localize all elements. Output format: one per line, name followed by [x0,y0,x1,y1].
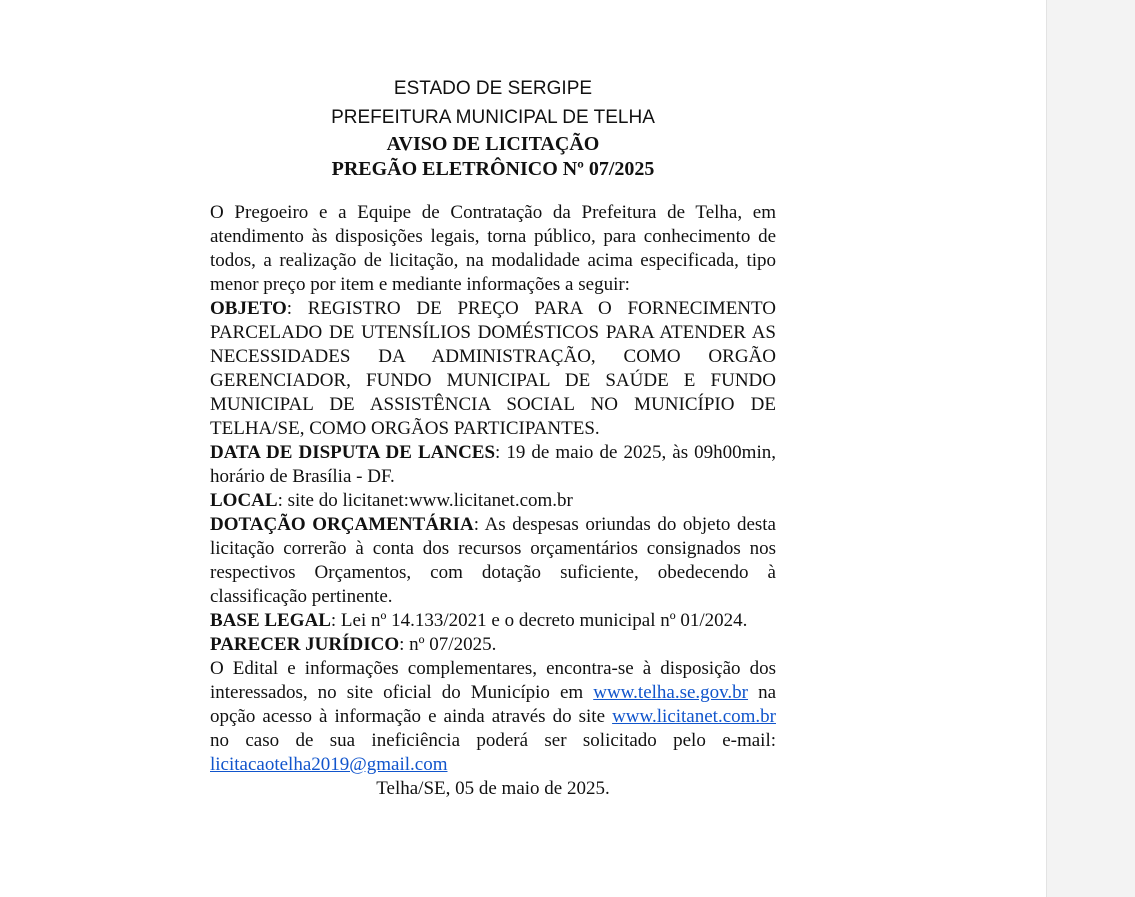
local-paragraph [210,489,776,513]
edital-text-2: na opção acesso à informação e ainda através do site [210,682,776,727]
data-disputa-label: DATA DE DISPUTA DE LANCES [210,442,496,463]
dotacao-label: DOTAÇÃO ORÇAMENTÁRIA [210,514,474,535]
local-label: LOCAL [210,490,278,511]
edital-text-1: O Edital e informações complementares, encontra-se à disposição dos interessados, no site oficial do Município em [210,658,776,703]
base-legal-text: : Lei nº 14.133/2021 e o decreto municipal nº 01/2024. [330,610,748,631]
parecer-label: PARECER JURÍDICO [210,634,400,655]
intro-paragraph: O Pregoeiro e a Equipe de Contratação da Prefeitura de Telha, em atendimento às disposições legais, torna público, para conhecimento de todos, a realização de licitação, na modalidade acima especificada, tipo menor preço por item e mediante informações a seguir: [210,202,776,295]
parecer-paragraph [210,633,776,657]
header-pregao: PREGÃO ELETRÔNICO Nº 07/2025 [331,158,655,180]
data-disputa-paragraph [210,441,776,489]
edital-text-3: no caso de sua ineficiência poderá ser solicitado pelo e-mail: [210,730,776,751]
dotacao-paragraph [210,513,776,609]
objeto-text: : REGISTRO DE PREÇO PARA O FORNECIMENTO PARCELADO DE UTENSÍLIOS DOMÉSTICOS PARA ATENDER AS NECESSIDADES DA ADMINISTRAÇÃO, COMO ORGÃO GERENCIADOR, FUNDO MUNICIPAL DE SAÚDE E FUNDO MUNICIPAL DE ASSISTÊNCIA SOCIAL NO MUNICÍPIO DE TELHA/SE, COMO ORGÃOS PARTICIPANTES. [210,298,776,439]
document-header [210,74,776,182]
objeto-paragraph [210,297,776,441]
edital-paragraph [210,657,776,777]
data-disputa-text: : 19 de maio de 2025, às 09h00min, horário de Brasília - DF. [210,442,776,487]
objeto-label: OBJETO [210,298,287,319]
closing-date: Telha/SE, 05 de maio de 2025. [376,778,610,799]
telha-site-link[interactable]: www.telha.se.gov.br [593,682,749,703]
header-prefeitura: PREFEITURA MUNICIPAL DE TELHA [331,107,655,128]
dotacao-text: : As despesas oriundas do objeto desta licitação correrão à conta dos recursos orçamentários consignados nos respectivos Orçamentos, com dotação suficiente, obedecendo à classificação pertinente. [210,514,776,607]
header-aviso: AVISO DE LICITAÇÃO [386,133,600,155]
parecer-text: : nº 07/2025. [399,634,497,655]
header-state: ESTADO DE SERGIPE [393,78,593,99]
base-legal-paragraph [210,609,776,633]
side-panel [1046,0,1135,897]
base-legal-label: BASE LEGAL [210,610,331,631]
email-link[interactable]: licitacaotelha2019@gmail.com [210,754,448,775]
licitanet-site-link[interactable]: www.licitanet.com.br [612,706,776,727]
document-body [210,201,776,801]
local-text: : site do licitanet:www.licitanet.com.br [277,490,573,511]
